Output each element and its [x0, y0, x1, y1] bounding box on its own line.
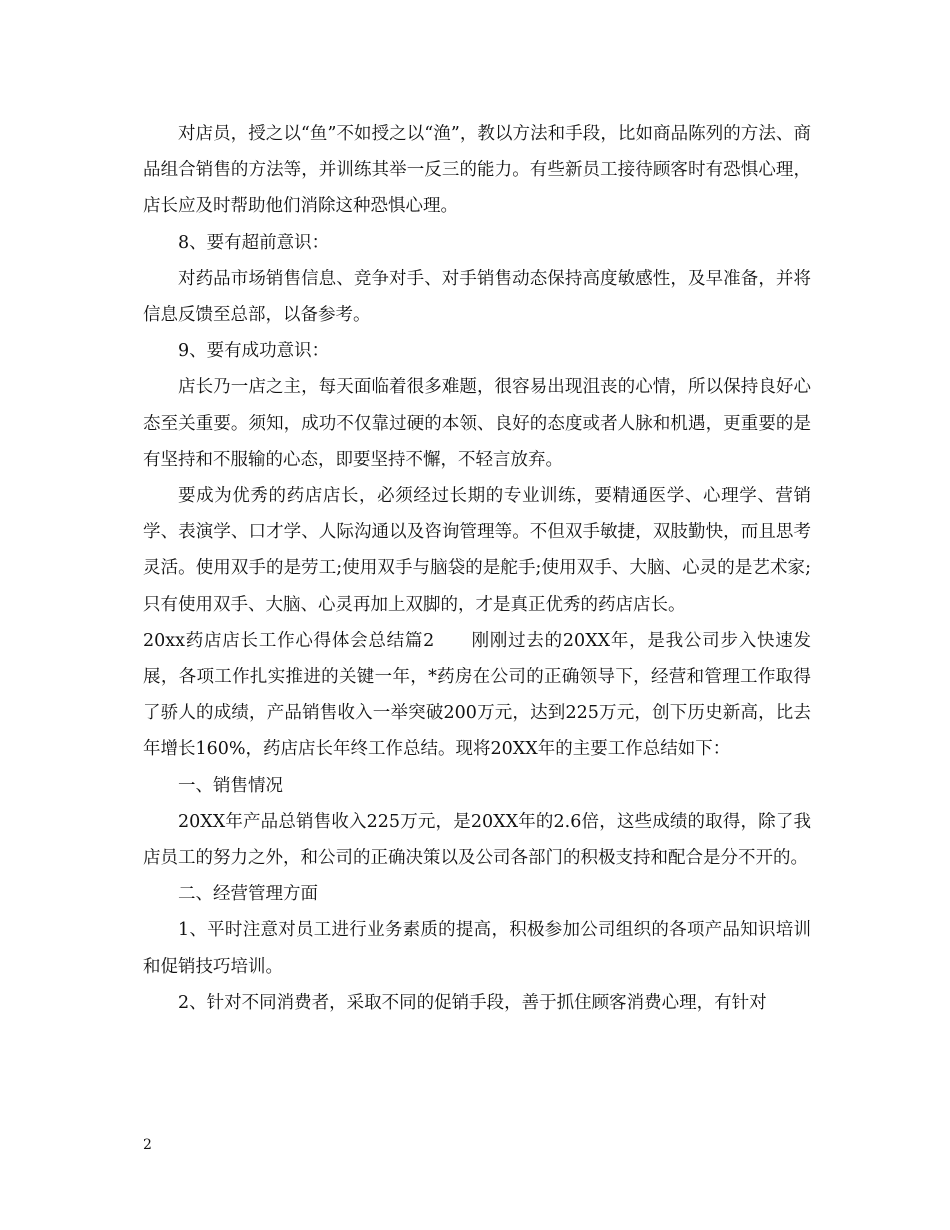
section-heading: 一、销售情况: [178, 775, 283, 796]
paragraph: 要成为优秀的药店店长，必须经过长期的专业训练，要精通医学、心理学、营销学、表演学、口才学、人际沟通以及咨询管理等。不但双手敏捷，双肢勤快，而且思考灵活。使用双手的是劳工;使用双手与脑袋的是舵手;使用双手、大脑、心灵的是艺术家;只有使用双手、大脑、心灵再加上双脚的，才是真正优秀的药店店长。: [143, 486, 811, 615]
paragraph: 对店员，授之以“鱼”不如授之以“渔”，教以方法和手段，比如商品陈列的方法、商品组合销售的方法等，并训练其举一反三的能力。有些新员工接待顾客时有恐惧心理，店长应及时帮助他们消除这种恐惧心理。: [143, 124, 811, 217]
page-number: 2: [143, 1137, 152, 1153]
document-body: [143, 116, 811, 1021]
paragraph: 对药品市场销售信息、竞争对手、对手销售动态保持高度敏感性，及早准备，并将信息反馈至总部，以备参考。: [143, 268, 811, 326]
article-title-paragraph: 20xx药店店长工作心得体会总结篇2 刚刚过去的20XX年，是我公司步入快速发展，各项工作扎实推进的关键一年，*药房在公司的正确领导下，经营和管理工作取得了骄人的成绩，产品销售收入一举突破200万元，达到225万元，创下历史新高，比去年增长160%，药店店长年终工作总结。现将20XX年的主要工作总结如下：: [143, 630, 811, 760]
paragraph: 1、平时注意对员工进行业务素质的提高，积极参加公司组织的各项产品知识培训和促销技巧培训。: [143, 920, 811, 977]
section-heading: 8、要有超前意识：: [178, 232, 330, 253]
section-heading: 9、要有成功意识：: [178, 341, 330, 362]
paragraph: 2、针对不同消费者，采取不同的促销手段，善于抓住顾客消费心理，有针对: [178, 992, 767, 1013]
paragraph: 店长乃一店之主，每天面临着很多难题，很容易出现沮丧的心情，所以保持良好心态至关重要。须知，成功不仅靠过硬的本领、良好的态度或者人脉和机遇，更重要的是有坚持和不服输的心态，即要坚持不懈，不轻言放弃。: [143, 377, 811, 470]
paragraph: 20XX年产品总销售收入225万元，是20XX年的2.6倍，这些成绩的取得，除了我店员工的努力之外，和公司的正确决策以及公司各部门的积极支持和配合是分不开的。: [143, 811, 811, 869]
section-heading: 二、经营管理方面: [178, 884, 318, 905]
